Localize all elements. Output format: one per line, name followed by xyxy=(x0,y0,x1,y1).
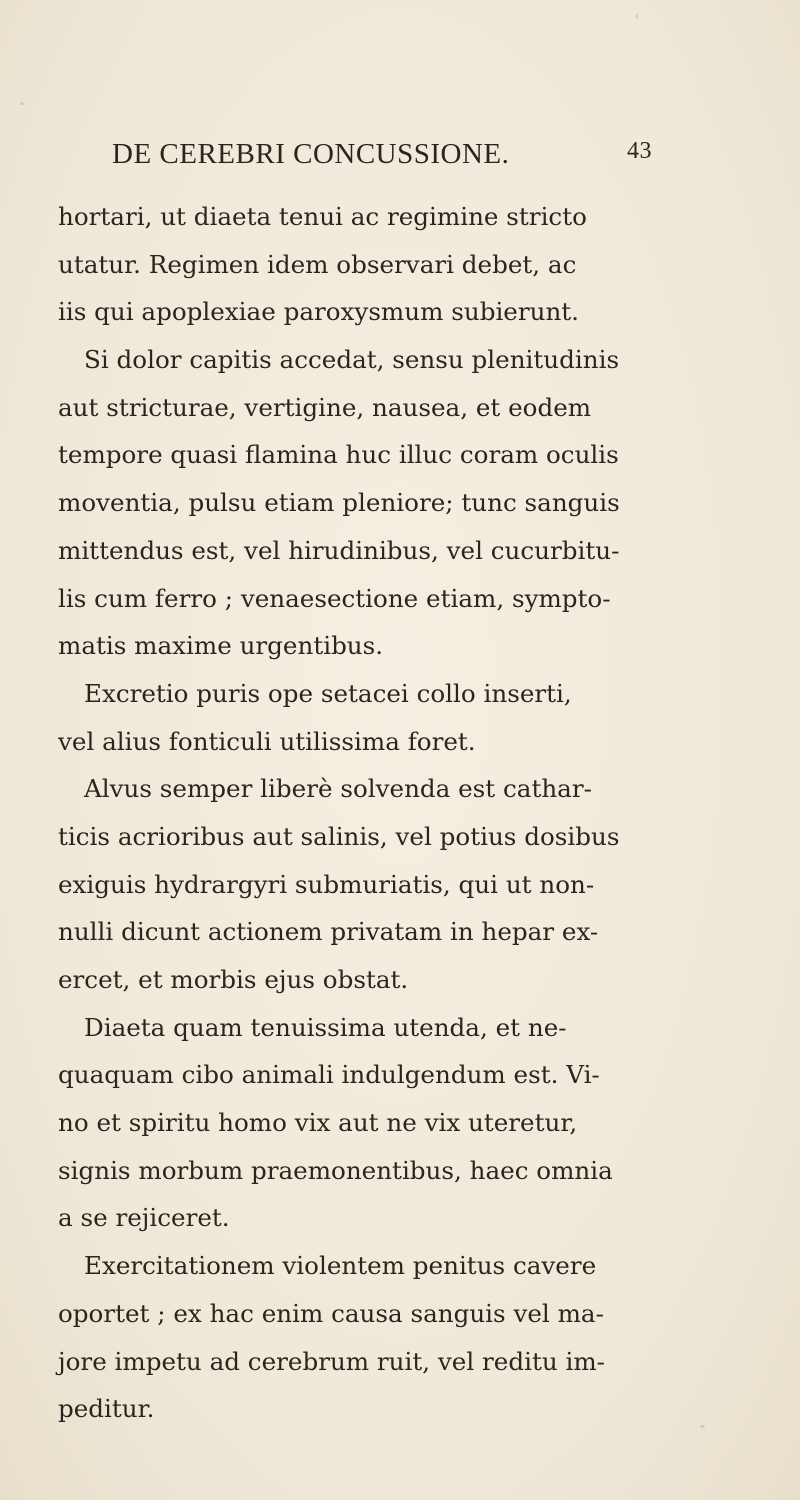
text-line: no et spiritu homo vix aut ne vix uteretur, xyxy=(58,1108,578,1138)
paragraph-start-line: Diaeta quam tenuissima utenda, et ne- xyxy=(84,1012,567,1042)
text-line: exiguis hydrargyri submuriatis, qui ut non- xyxy=(58,869,595,899)
text-line: lis cum ferro ; venaesectione etiam, sympto- xyxy=(58,583,611,613)
running-title: DE CEREBRI CONCUSSIONE. xyxy=(112,138,510,170)
paragraph-start-line: Excretio puris ope setacei collo inserti, xyxy=(84,678,572,708)
text-line: quaquam cibo animali indulgendum est. Vi- xyxy=(58,1060,600,1090)
text-line: hortari, ut diaeta tenui ac regimine stricto xyxy=(58,202,587,231)
paragraph-start-line: Alvus semper liberè solvenda est cathar- xyxy=(84,774,592,804)
running-head xyxy=(112,138,652,174)
text-line: jore impetu ad cerebrum ruit, vel reditu im- xyxy=(58,1346,605,1376)
paper-speck xyxy=(636,14,638,19)
body-text xyxy=(58,193,658,1433)
page-number: 43 xyxy=(627,138,652,164)
text-line: iis qui apoplexiae paroxysmum subierunt. xyxy=(58,297,579,327)
text-line: aut stricturae, vertigine, nausea, et eodem xyxy=(58,392,592,422)
paragraph-start-line: Si dolor capitis accedat, sensu plenitudinis xyxy=(84,345,620,375)
text-line: ercet, et morbis ejus obstat. xyxy=(58,965,409,994)
text-line: matis maxime urgentibus. xyxy=(58,631,384,661)
paragraph-start-line: Exercitationem violentem penitus cavere xyxy=(84,1251,597,1281)
text-line: tempore quasi flamina huc illuc coram oculis xyxy=(58,440,619,470)
text-line: vel alius fonticuli utilissima foret. xyxy=(58,726,476,756)
paper-speck xyxy=(700,1425,705,1428)
text-line: peditur. xyxy=(58,1394,155,1424)
text-line: ticis acrioribus aut salinis, vel potius dosibus xyxy=(58,821,620,851)
text-line: utatur. Regimen idem observari debet, ac xyxy=(58,249,577,279)
text-line: signis morbum praemonentibus, haec omnia xyxy=(58,1155,613,1185)
text-line: nulli dicunt actionem privatam in hepar ex- xyxy=(58,917,599,947)
text-line: oportet ; ex hac enim causa sanguis vel ma- xyxy=(58,1298,604,1328)
paper-speck xyxy=(20,102,24,105)
text-line: moventia, pulsu etiam pleniore; tunc sanguis xyxy=(58,488,620,518)
text-line: a se rejiceret. xyxy=(58,1203,230,1233)
text-line: mittendus est, vel hirudinibus, vel cucurbitu- xyxy=(58,535,620,565)
